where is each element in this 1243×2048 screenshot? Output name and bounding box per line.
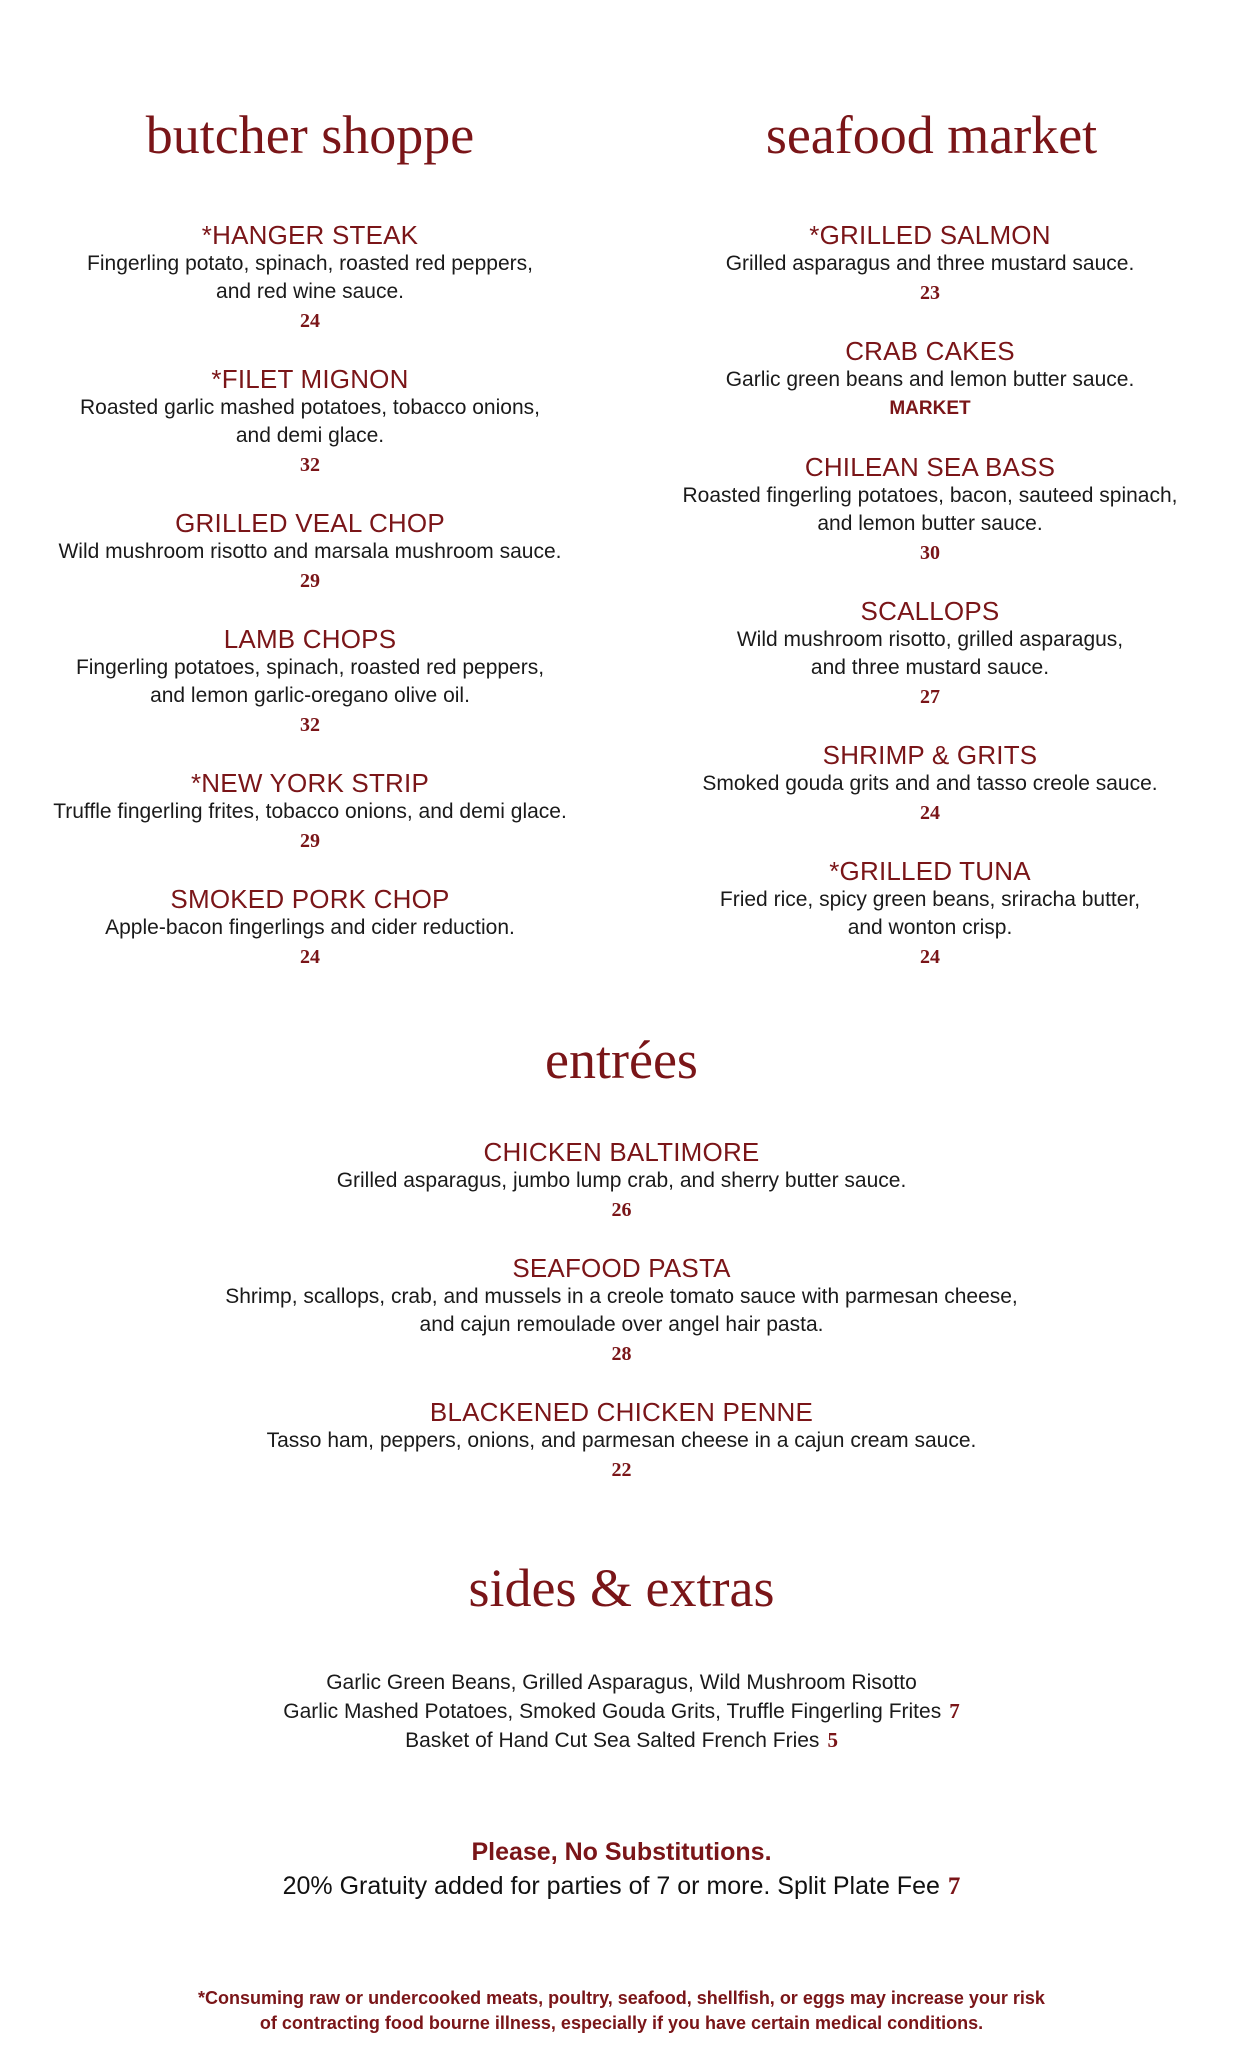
sides-line <box>100 1697 1143 1726</box>
item-price: 26 <box>611 1199 632 1221</box>
item-description: Smoked gouda grits and and tasso creole sauce. <box>702 772 1158 795</box>
sides-line-text: Garlic Green Beans, Grilled Asparagus, Wild Mushroom Risotto <box>326 1671 917 1694</box>
menu-item <box>10 624 610 740</box>
sides-line <box>100 1668 1143 1697</box>
item-name: SMOKED PORK CHOP <box>170 884 450 914</box>
sides-list <box>100 1668 1143 1755</box>
menu-item <box>640 856 1220 972</box>
item-name: CHICKEN BALTIMORE <box>483 1137 760 1167</box>
item-description: Fingerling potato, spinach, roasted red peppers, and red wine sauce. <box>87 252 533 303</box>
item-description: Roasted garlic mashed potatoes, tobacco onions, and demi glace. <box>80 396 540 447</box>
sides-line-text: Basket of Hand Cut Sea Salted French Fries <box>405 1729 820 1752</box>
butcher-shoppe-title: butcher shoppe <box>145 105 475 165</box>
disclaimer-line: *Consuming raw or undercooked meats, poultry, seafood, shellfish, or eggs may increase your risk <box>198 1988 1045 2008</box>
sides-extras-title: sides & extras <box>468 1558 775 1618</box>
item-name: SHRIMP & GRITS <box>822 740 1038 770</box>
item-name: *GRILLED TUNA <box>829 856 1031 886</box>
item-name: GRILLED VEAL CHOP <box>175 508 445 538</box>
menu-item <box>100 1137 1143 1225</box>
seafood-market-title: seafood market <box>765 105 1098 165</box>
item-name: CRAB CAKES <box>845 336 1015 366</box>
no-substitutions-notice: Please, No Substitutions. <box>471 1838 772 1866</box>
item-price: 23 <box>920 282 940 304</box>
menu-item <box>10 364 610 480</box>
sides-line-text: Garlic Mashed Potatoes, Smoked Gouda Grits, Truffle Fingerling Frites <box>283 1700 942 1723</box>
sides-price: 5 <box>827 1728 838 1752</box>
item-name: SCALLOPS <box>860 596 1000 626</box>
menu-item <box>10 220 610 336</box>
policy-notice <box>100 1835 1143 1904</box>
menu-item <box>640 220 1220 308</box>
menu-item <box>100 1397 1143 1485</box>
item-price: MARKET <box>889 398 971 419</box>
item-price: 29 <box>300 570 320 592</box>
item-price: 30 <box>920 542 940 564</box>
split-plate-fee: 7 <box>947 1873 961 1900</box>
item-name: *NEW YORK STRIP <box>190 768 429 798</box>
item-description: Garlic green beans and lemon butter sauce. <box>725 368 1135 391</box>
seafood-market-menu <box>640 220 1220 972</box>
butcher-shoppe-menu <box>10 220 610 972</box>
item-name: *HANGER STEAK <box>201 220 419 250</box>
item-name: LAMB CHOPS <box>223 624 397 654</box>
menu-item <box>640 596 1220 712</box>
item-price: 24 <box>920 946 940 968</box>
disclaimer-line: of contracting food bourne illness, especially if you have certain medical conditions. <box>259 2013 984 2033</box>
item-description: Wild mushroom risotto, grilled asparagus, and three mustard sauce. <box>736 628 1124 679</box>
sides-price: 7 <box>949 1699 960 1723</box>
item-price: 32 <box>300 454 320 476</box>
entrees-menu <box>100 1137 1143 1485</box>
item-price: 24 <box>300 946 320 968</box>
item-name: CHILEAN SEA BASS <box>804 452 1056 482</box>
menu-item <box>10 884 610 972</box>
item-price: 27 <box>920 686 940 708</box>
item-description: Grilled asparagus, jumbo lump crab, and sherry butter sauce. <box>336 1169 907 1192</box>
menu-item <box>640 740 1220 828</box>
item-description: Fried rice, spicy green beans, sriracha butter, and wonton crisp. <box>719 888 1141 939</box>
item-price: 28 <box>611 1343 632 1365</box>
item-description: Truffle fingerling frites, tobacco onions, and demi glace. <box>53 800 567 823</box>
item-price: 22 <box>611 1459 632 1481</box>
gratuity-text: 20% Gratuity added for parties of 7 or more. Split Plate Fee <box>282 1872 940 1900</box>
item-description: Tasso ham, peppers, onions, and parmesan cheese in a cajun cream sauce. <box>266 1429 977 1452</box>
item-price: 24 <box>300 310 320 332</box>
item-name: BLACKENED CHICKEN PENNE <box>429 1397 814 1427</box>
item-name: *GRILLED SALMON <box>809 220 1051 250</box>
health-disclaimer <box>100 1986 1143 2036</box>
menu-item <box>100 1253 1143 1369</box>
item-name: SEAFOOD PASTA <box>512 1253 731 1283</box>
entrees-title: entrées <box>545 1030 698 1090</box>
item-description: Wild mushroom risotto and marsala mushroom sauce. <box>58 540 562 563</box>
item-price: 24 <box>920 802 940 824</box>
menu-item <box>640 452 1220 568</box>
item-description: Shrimp, scallops, crab, and mussels in a creole tomato sauce with parmesan cheese, and cajun remoulade over angel hair pasta. <box>225 1285 1018 1336</box>
item-description: Apple-bacon fingerlings and cider reduction. <box>105 916 515 939</box>
gratuity-notice <box>100 1869 1143 1904</box>
item-price: 32 <box>300 714 320 736</box>
menu-item <box>10 768 610 856</box>
item-name: *FILET MIGNON <box>211 364 409 394</box>
menu-item <box>10 508 610 596</box>
item-description: Roasted fingerling potatoes, bacon, sauteed spinach, and lemon butter sauce. <box>682 484 1178 535</box>
item-description: Grilled asparagus and three mustard sauce. <box>725 252 1135 275</box>
sides-line <box>100 1726 1143 1755</box>
item-description: Fingerling potatoes, spinach, roasted red peppers, and lemon garlic-oregano olive oil. <box>75 656 545 707</box>
item-price: 29 <box>300 830 320 852</box>
menu-item <box>640 336 1220 424</box>
